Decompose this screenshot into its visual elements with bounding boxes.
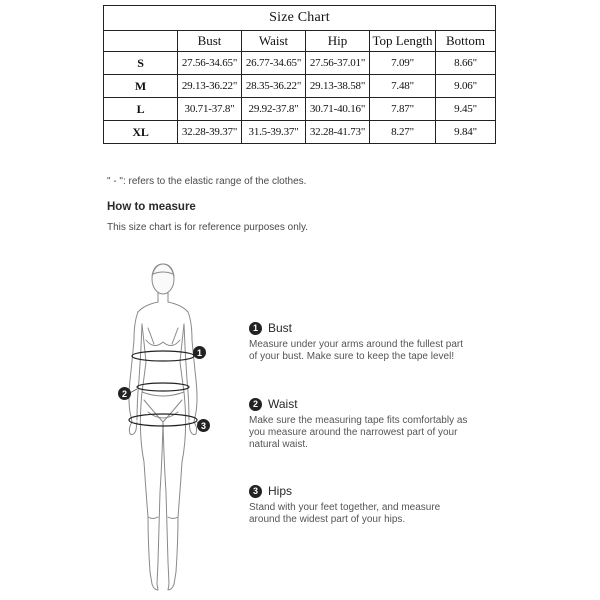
bottom-cell: 8.66" bbox=[436, 52, 496, 75]
step-number-icon: 1 bbox=[249, 322, 262, 335]
hips-instruction bbox=[249, 483, 489, 526]
column-header-bust: Bust bbox=[178, 31, 242, 52]
bust-cell: 29.13-36.22" bbox=[178, 75, 242, 98]
step-title: Bust bbox=[268, 321, 293, 335]
hip-cell: 27.56-37.01" bbox=[306, 52, 370, 75]
waist-cell: 29.92-37.8" bbox=[242, 98, 306, 121]
top-length-cell: 7.09" bbox=[370, 52, 436, 75]
bust-cell: 27.56-34.65" bbox=[178, 52, 242, 75]
bottom-cell: 9.06" bbox=[436, 75, 496, 98]
bust-cell: 32.28-39.37" bbox=[178, 121, 242, 144]
waist-cell: 26.77-34.65" bbox=[242, 52, 306, 75]
table-row bbox=[104, 75, 496, 98]
top-length-cell: 7.87" bbox=[370, 98, 436, 121]
size-label: M bbox=[104, 75, 178, 98]
how-to-measure-heading: How to measure bbox=[107, 201, 196, 213]
step-description: Make sure the measuring tape fits comfortably as you measure around the narrowest part of your natural waist. bbox=[249, 415, 468, 450]
size-label: XL bbox=[104, 121, 178, 144]
step-description: Stand with your feet together, and measure around the widest part of your hips. bbox=[249, 502, 441, 525]
waist-cell: 28.35-36.22" bbox=[242, 75, 306, 98]
top-length-cell: 7.48" bbox=[370, 75, 436, 98]
step-header bbox=[249, 396, 489, 412]
elastic-range-note: " - ": refers to the elastic range of the clothes. bbox=[107, 176, 307, 187]
step-number-icon: 2 bbox=[249, 398, 262, 411]
marker-number: 2 bbox=[121, 388, 127, 399]
hip-cell: 29.13-38.58" bbox=[306, 75, 370, 98]
step-header bbox=[249, 483, 489, 499]
size-label: L bbox=[104, 98, 178, 121]
table-row bbox=[104, 98, 496, 121]
step-description: Measure under your arms around the fullest part of your bust. Make sure to keep the tape level! bbox=[249, 339, 463, 362]
size-chart-title-row bbox=[104, 6, 496, 31]
table-row bbox=[104, 52, 496, 75]
hip-cell: 32.28-41.73" bbox=[306, 121, 370, 144]
size-column-header bbox=[104, 31, 178, 52]
column-header-hip: Hip bbox=[306, 31, 370, 52]
reference-note: This size chart is for reference purposes only. bbox=[107, 222, 309, 233]
column-header-waist: Waist bbox=[242, 31, 306, 52]
bust-cell: 30.71-37.8" bbox=[178, 98, 242, 121]
step-header bbox=[249, 320, 489, 336]
size-chart-header-row bbox=[104, 31, 496, 52]
marker-number: 3 bbox=[200, 420, 206, 431]
bottom-cell: 9.84" bbox=[436, 121, 496, 144]
size-chart-table bbox=[103, 5, 496, 144]
hip-cell: 30.71-40.16" bbox=[306, 98, 370, 121]
column-header-top-length: Top Length bbox=[370, 31, 436, 52]
bust-instruction bbox=[249, 320, 489, 363]
top-length-cell: 8.27" bbox=[370, 121, 436, 144]
bust-marker-icon bbox=[193, 346, 206, 359]
step-title: Hips bbox=[268, 484, 293, 498]
bottom-cell: 9.45" bbox=[436, 98, 496, 121]
hips-marker-icon bbox=[197, 419, 210, 432]
waist-cell: 31.5-39.37" bbox=[242, 121, 306, 144]
size-chart-title: Size Chart bbox=[104, 6, 496, 31]
step-number-icon: 3 bbox=[249, 485, 262, 498]
column-header-bottom: Bottom bbox=[436, 31, 496, 52]
marker-number: 1 bbox=[196, 347, 202, 358]
waist-instruction bbox=[249, 396, 489, 451]
waist-marker-icon bbox=[118, 387, 131, 400]
step-title: Waist bbox=[268, 397, 298, 411]
table-row bbox=[104, 121, 496, 144]
size-label: S bbox=[104, 52, 178, 75]
